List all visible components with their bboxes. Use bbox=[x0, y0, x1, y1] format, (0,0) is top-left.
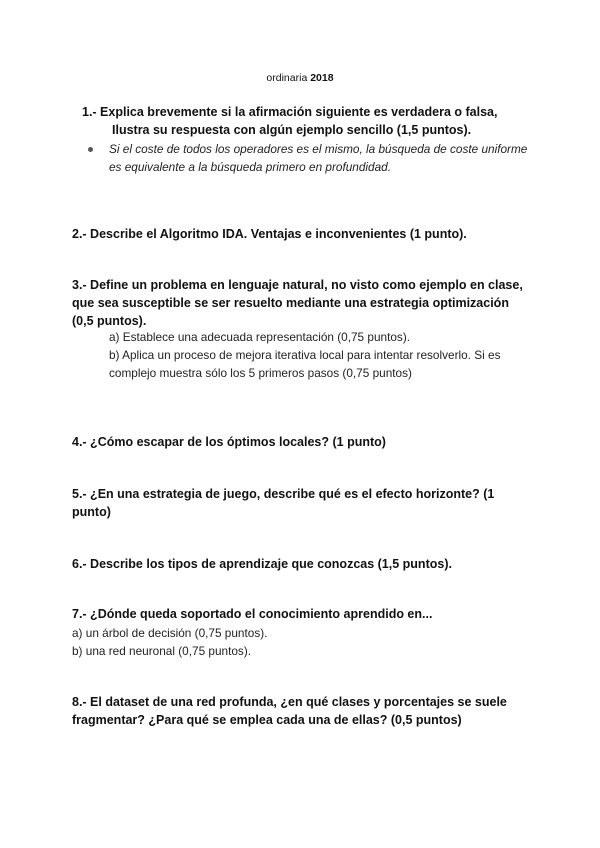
question-1-statement-text: Si el coste de todos los operadores es el mismo, la búsqueda de coste uniforme es equivalente a la búsqueda primero en profundidad. bbox=[109, 142, 528, 174]
question-3-part-b: b) Aplica un proceso de mejora iterativa local para intentar resolverlo. Si es complejo muestra sólo los 5 primeros pasos (0,75 puntos) bbox=[109, 348, 501, 380]
bullet-dot-icon bbox=[88, 147, 93, 152]
question-3: 3.- Define un problema en lenguaje natural, no visto como ejemplo en clase, que sea susceptible se ser resuelto mediante una estrategia optimización (0,5 puntos). bbox=[72, 278, 523, 328]
question-7-part-b: b) una red neuronal (0,75 puntos). bbox=[72, 644, 252, 658]
question-7-part-a: a) un árbol de decisión (0,75 puntos). bbox=[72, 626, 268, 640]
question-5: 5.- ¿En una estrategia de juego, describe qué es el efecto horizonte? (1 punto) bbox=[72, 487, 495, 519]
question-3-part-a: a) Establece una adecuada representación (0,75 puntos). bbox=[109, 330, 411, 344]
question-1-line-2: Ilustra su respuesta con algún ejemplo sencillo (1,5 puntos). bbox=[112, 123, 472, 137]
question-6: 6.- Describe los tipos de aprendizaje que conozcas (1,5 puntos). bbox=[72, 557, 452, 571]
question-1 bbox=[82, 103, 532, 139]
question-4: 4.- ¿Cómo escapar de los óptimos locales? (1 punto) bbox=[72, 435, 386, 449]
question-8: 8.- El dataset de una red profunda, ¿en qué clases y porcentajes se suele fragmentar? ¿Para qué se emplea cada una de ellas? (0,5 puntos) bbox=[72, 695, 507, 727]
question-7: 7.- ¿Dónde queda soportado el conocimiento aprendido en... bbox=[72, 607, 433, 621]
header-prefix: ordinaria bbox=[266, 72, 308, 84]
header-year: 2018 bbox=[310, 72, 334, 84]
question-1-statement bbox=[88, 140, 528, 176]
exam-header bbox=[0, 72, 600, 84]
question-2: 2.- Describe el Algoritmo IDA. Ventajas e inconvenientes (1 punto). bbox=[72, 227, 467, 241]
question-1-line-1: 1.- Explica brevemente si la afirmación siguiente es verdadera o falsa, bbox=[82, 105, 498, 119]
